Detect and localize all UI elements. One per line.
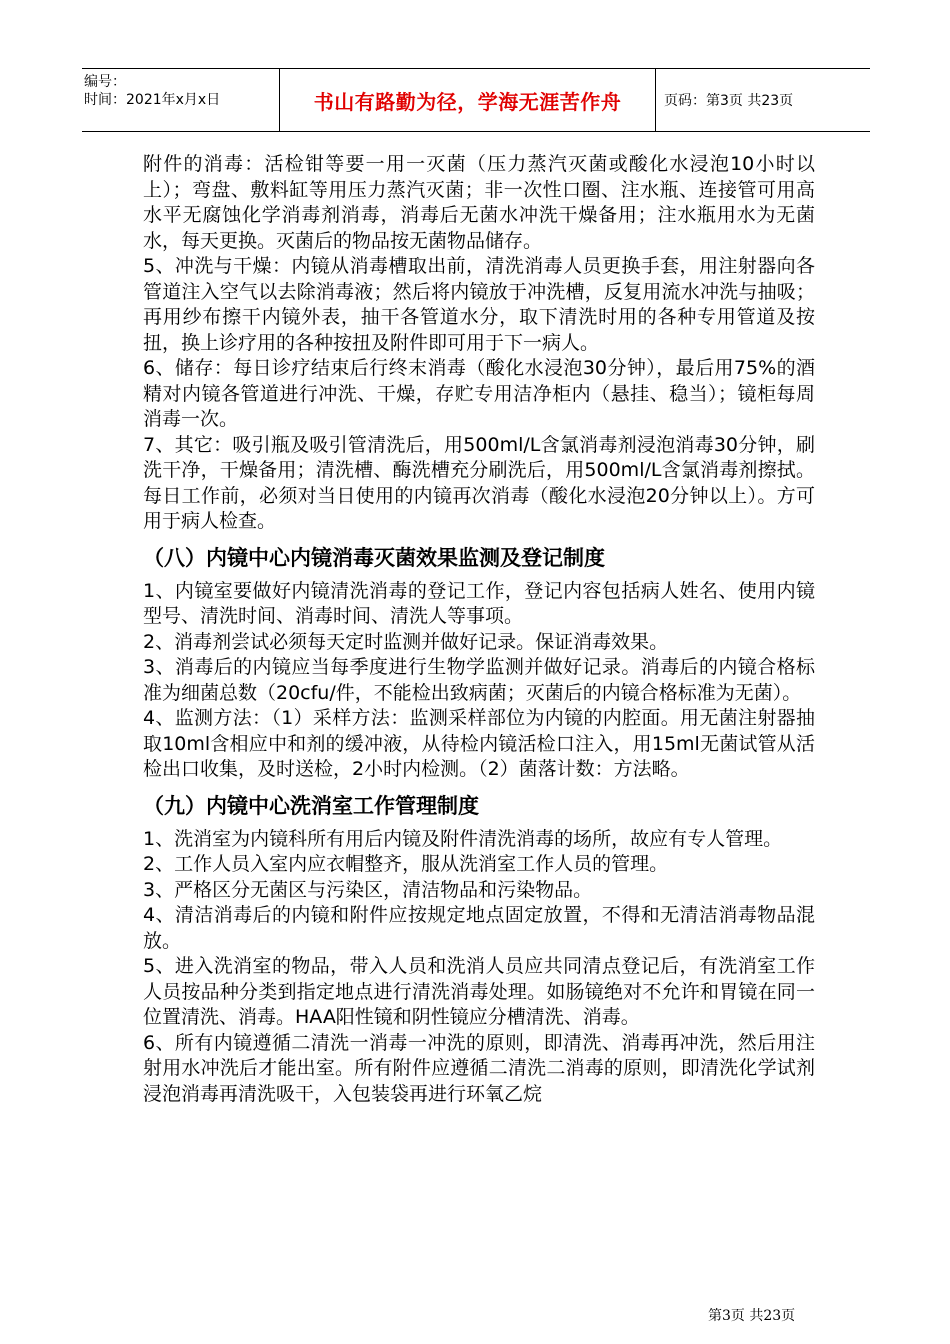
list-item: 3、严格区分无菌区与污染区，清洁物品和污染物品。	[143, 878, 593, 901]
list-item: 4、监测方法：（1）采样方法：监测采样部位为内镜的内腔面。用无菌注射器抽取10ml含相应中和剂的缓冲液，从待检内镜活检口注入，用15ml无菌试管从活检出口收集，及时送检，2小时内检测。（2）菌落计数：方法略。	[143, 707, 815, 780]
header-motto: 书山有路勤为径，学海无涯苦作舟	[280, 69, 656, 131]
section-heading: （九）内镜中心洗消室工作管理制度	[143, 793, 479, 818]
section-heading: （八）内镜中心内镜消毒灭菌效果监测及登记制度	[143, 545, 605, 570]
list-item: 2、工作人员入室内应衣帽整齐，服从洗消室工作人员的管理。	[143, 853, 669, 875]
list-item: 2、消毒剂尝试必须每天定时监测并做好记录。保证消毒效果。	[143, 630, 669, 653]
list-item: 1、洗消室为内镜科所有用后内镜及附件清洗消毒的场所，故应有专人管理。	[143, 827, 783, 850]
page-header	[82, 68, 870, 132]
document-date: 时间：2021年x月x日	[84, 92, 221, 108]
paragraph: 7、其它：吸引瓶及吸引管清洗后，用500ml/L含氯消毒剂浸泡消毒30分钟，刷洗干净，干燥备用；清洗槽、酶洗槽充分刷洗后，用500ml/L含氯消毒剂擦拭。每日工作前，必须对当日使用的内镜再次消毒（酸化水浸泡20分钟以上）。方可用于病人检查。	[143, 433, 815, 532]
paragraph: 6、储存：每日诊疗结束后行终末消毒（酸化水浸泡30分钟），最后用75%的酒精对内镜各管道进行冲洗、干燥，存贮专用洁净柜内（悬挂、稳当）；镜柜每周消毒一次。	[143, 357, 815, 430]
list-item: 1、内镜室要做好内镜清洗消毒的登记工作，登记内容包括病人姓名、使用内镜型号、清洗时间、消毒时间、清洗人等事项。	[143, 579, 815, 627]
list-item: 5、进入洗消室的物品，带入人员和洗消人员应共同清点登记后，有洗消室工作人员按品种分类到指定地点进行清洗消毒处理。如肠镜绝对不允许和胃镜在同一位置清洗、消毒。HAA阳性镜和阴性镜应分槽清洗、消毒。	[143, 955, 815, 1028]
header-meta	[82, 69, 280, 131]
document-body	[143, 152, 815, 1107]
page-footer: 第3页 共23页	[708, 1308, 796, 1324]
paragraph: 5、冲洗与干燥：内镜从消毒槽取出前，清洗消毒人员更换手套，用注射器向各管道注入空气以去除消毒液；然后将内镜放于冲洗槽，反复用流水冲洗与抽吸；再用纱布擦干内镜外表，抽干各管道水分，取下清洗时用的各种专用管道及按扭，换上诊疗用的各种按扭及附件即可用于下一病人。	[143, 255, 815, 354]
paragraph: 附件的消毒：活检钳等要一用一灭菌（压力蒸汽灭菌或酸化水浸泡10小时以上）；弯盘、敷料缸等用压力蒸汽灭菌；非一次性口圈、注水瓶、连接管可用高水平无腐蚀化学消毒剂消毒，消毒后无菌水冲洗干燥备用；注水瓶用水为无菌水，每天更换。灭菌后的物品按无菌物品储存。	[143, 153, 815, 252]
list-item: 4、清洁消毒后的内镜和附件应按规定地点固定放置，不得和无清洁消毒物品混放。	[143, 904, 815, 952]
list-item: 3、消毒后的内镜应当每季度进行生物学监测并做好记录。消毒后的内镜合格标准为细菌总数（20cfu/件，不能检出致病菌；灭菌后的内镜合格标准为无菌）。	[143, 656, 815, 704]
header-page-number: 页码：第3页 共23页	[664, 93, 794, 109]
list-item: 6、所有内镜遵循二清洗一消毒一冲洗的原则，即清洗、消毒再冲洗，然后用注射用水冲洗后才能出室。所有附件应遵循二清洗二消毒的原则，即清洗化学试剂浸泡消毒再清洗吸干，入包装袋再进行环氧乙烷	[143, 1031, 815, 1105]
document-number-label: 编号：	[84, 74, 126, 90]
